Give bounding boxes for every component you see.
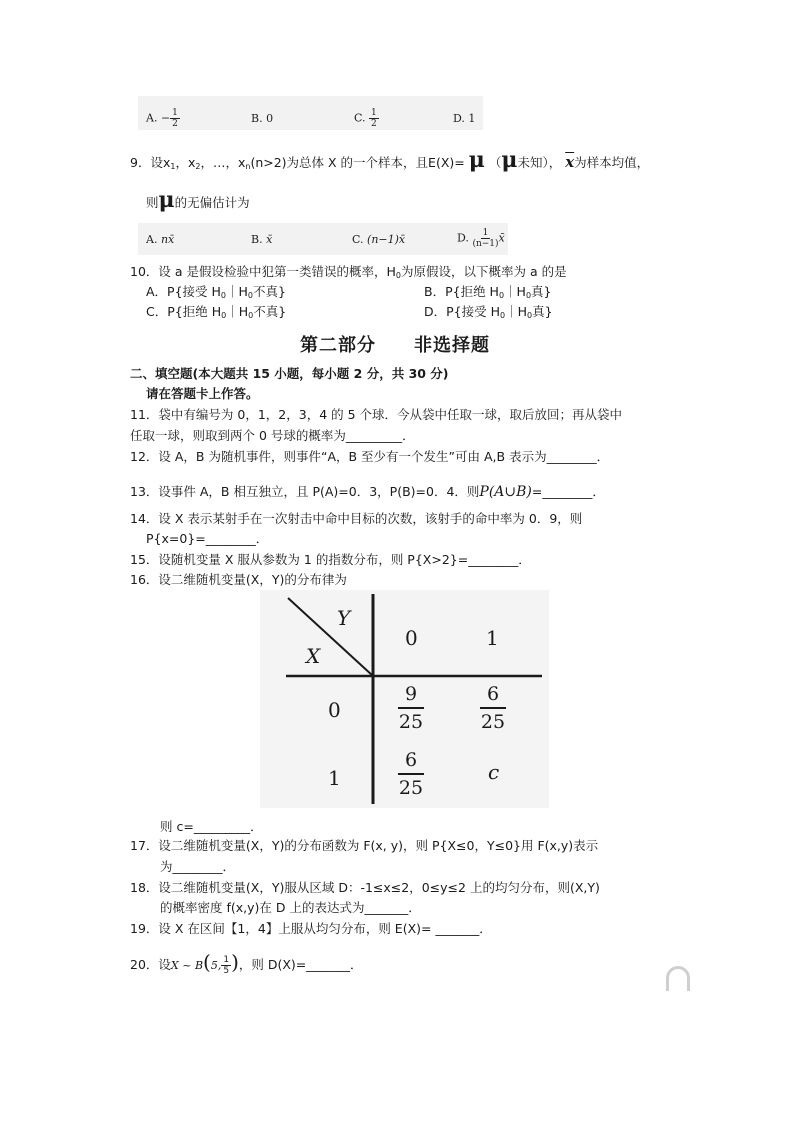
table-y-label: Y [337,606,351,630]
q9-paren-open: （ [488,155,502,170]
q20-post: ，则 D(X)=_______． [238,957,363,972]
p10-num: 6 [404,749,418,771]
q8-options-strip [138,96,483,130]
q10-stem-text: 10．设 a 是假设检验中犯第一类错误的概率，H [130,264,396,279]
table-cell-p00 [398,682,424,734]
p00-bar [398,707,424,709]
q8-option-c-label: C. [354,111,366,125]
table-x-label: X [306,644,321,668]
q10-a-post: 不真} [253,284,286,299]
p01-num: 6 [486,683,500,705]
q9-sub2: 2 [195,162,201,171]
section2-heading: 二、填空题(本大题共 15 小题，每小题 2 分，共 30 分) [130,366,449,381]
q20-frac-num: 1 [223,955,230,965]
q9-sub1: 1 [170,162,176,171]
q9-prefix: 9．设x [130,155,171,170]
q10-stem-sub: 0 [395,271,402,280]
q9-tail: 为样本均值， [574,155,650,170]
q9-mid: (n>2)为总体 X 的一个样本，且E(X)= [250,155,465,170]
q8-c-den: 2 [371,119,377,129]
p00-den: 25 [398,711,424,733]
q9-sep1: ，x [175,155,196,170]
q9-option-d-tail: x̄ [498,231,505,245]
q8-option-c-fraction [369,108,379,129]
q9-option-a-expr: nx̄ [160,233,175,246]
p01-den: 25 [480,711,506,733]
q10-b-s1: 0 [498,291,505,300]
q9-line1 [130,147,650,177]
q9-line2-post: 的无偏估计为 [174,195,250,210]
q10-stem-tail: 为原假设，以下概率为 a 的是 [401,264,567,279]
q9-options-strip [138,223,508,255]
q9-unknown: 未知）， [517,155,562,170]
q10-option-d [424,302,553,326]
table-col-0: 0 [405,626,418,650]
q16: 16．设二维随机变量(X，Y)的分布律为 [130,572,347,587]
q10-c-pre: C．P{拒绝 H [146,304,222,319]
table-col-1: 1 [486,626,499,650]
q10-d-post: 真} [532,304,553,319]
table-row-0: 0 [328,698,341,722]
q10-c-post: 不真} [253,304,287,319]
q10-d-s2: 0 [527,311,533,320]
q14-line1: 14．设 X 表示某射手在一次射击中命中目标的次数，该射手的命中率为 0．9，则 [130,511,583,526]
q9-xbar: $\overline{x}$ [565,153,575,171]
q9-option-d-fraction [472,228,498,249]
q13-expr: P(A∪B) [479,484,532,500]
q9-option-c [352,233,405,246]
q9-option-c-label: C. [352,233,364,246]
q20 [130,952,363,976]
p01-bar [480,707,506,709]
q10-a-mid: ｜H [226,284,248,299]
q9-mu2: μ [501,147,518,173]
q16-answer: 则 c=_________． [160,819,263,834]
q10-b-pre: B．P{拒绝 H [424,284,499,299]
q9-option-a-label: A. [146,233,158,246]
table-row-1: 1 [328,766,341,790]
q13 [130,482,605,502]
q9-option-b [251,233,272,246]
q9-option-b-label: B. [251,233,263,246]
part2-title: 第二部分 非选择题 [300,335,490,356]
q10-d-s1: 0 [500,311,506,320]
q9-option-d [457,228,505,249]
q11-line1: 11．袋中有编号为 0，1，2，3，4 的 5 个球．今从袋中任取一球，取后放回；再从袋中 [130,407,623,422]
q9-option-a [146,233,174,246]
q10-d-mid: ｜H [505,304,527,319]
q8-a-den: 2 [172,119,178,129]
q18-line1: 18．设二维随机变量(X，Y)服从区域 D：-1≤x≤2，0≤y≤2 上的均匀分布，则(X,Y) [130,880,600,895]
q8-option-a [146,108,180,129]
q10-b-mid: ｜H [504,284,526,299]
q10-b-post: 真} [531,284,552,299]
q9-subn: n [245,162,251,171]
q19: 19．设 X 在区间【1，4】上服从均匀分布，则 E(X)= _______． [130,921,492,936]
p00-num: 9 [404,683,418,705]
q9-option-c-expr: (n−1)x̄ [367,233,406,246]
q9-line2 [146,187,250,213]
q10-a-s2: 0 [247,291,254,300]
q20-expr-n: 5, [210,959,222,972]
q8-option-b-label: B. 0 [251,112,274,125]
q8-c-num: 1 [371,108,377,118]
q9-mu1: μ [468,147,485,173]
q8-option-a-sign: − [160,111,171,125]
q13-post: =________． [531,484,605,499]
q11-line2: 任取一球，则取到两个 0 号球的概率为_________． [130,428,415,443]
q8-option-d-label: D. 1 [453,112,476,125]
q14-line2: P{x=0}=________． [146,531,269,546]
q13-pre: 13．设事件 A，B 相互独立，且 P(A)=0．3，P(B)=0．4．则 [130,484,480,499]
q8-option-a-label: A. [146,111,158,125]
q10-b-s2: 0 [525,291,532,300]
q9-sep2: ，…，x [200,155,246,170]
q17-line2: 为________． [160,859,236,874]
q17-line1: 17．设二维随机变量(X，Y)的分布函数为 F(x, y)，则 P{X≤0，Y≤0}用 F(x,y)表示 [130,838,599,853]
q9-line2-pre: 则 [146,195,159,210]
p10-den: 25 [398,777,424,799]
q8-option-c [354,108,379,129]
q9-option-b-expr: x̄ [266,233,273,246]
q20-paren-close: ) [231,950,239,974]
q20-fraction [221,955,231,976]
q12: 12．设 A，B 为随机事件，则事件“A，B 至少有一个发生”可由 A,B 表示为________． [130,449,610,464]
q20-expr-left: X ~ B [170,959,204,972]
q15: 15．设随机变量 X 服从参数为 1 的指数分布，则 P{X>2}=________． [130,552,531,567]
section2-note: 请在答题卡上作答。 [146,386,259,401]
table-diagonal [288,598,373,676]
page-edge-mark [666,966,690,991]
p10-bar [398,773,424,775]
q18-line2: 的概率密度 f(x,y)在 D 上的表达式为_______． [160,900,421,915]
q8-option-d [453,112,475,125]
q20-frac-den: 5 [223,966,230,976]
q8-option-b [251,112,273,125]
q20-pre: 20．设 [130,957,171,972]
q8-a-num: 1 [172,108,178,118]
q10-c-mid: ｜H [226,304,249,319]
q10-d-pre: D．P{接受 H [424,304,500,319]
q10-a-s1: 0 [220,291,227,300]
table-cell-p11: c [488,760,500,784]
q9-d-num: 1 [482,228,489,238]
q10-option-c [146,302,286,326]
table-cell-p10 [398,748,424,800]
q10-c-s2: 0 [248,311,254,320]
table-cell-p01 [480,682,506,734]
q8-option-a-fraction [170,108,180,129]
distribution-table [260,590,549,808]
q9-mu3: μ [158,187,175,213]
q10-a-pre: A．P{接受 H [146,284,221,299]
q9-option-d-label: D. [457,231,469,245]
q10-c-s1: 0 [221,311,227,320]
q20-paren-open: ( [203,950,211,974]
q9-d-den: (n−1) [472,239,499,249]
